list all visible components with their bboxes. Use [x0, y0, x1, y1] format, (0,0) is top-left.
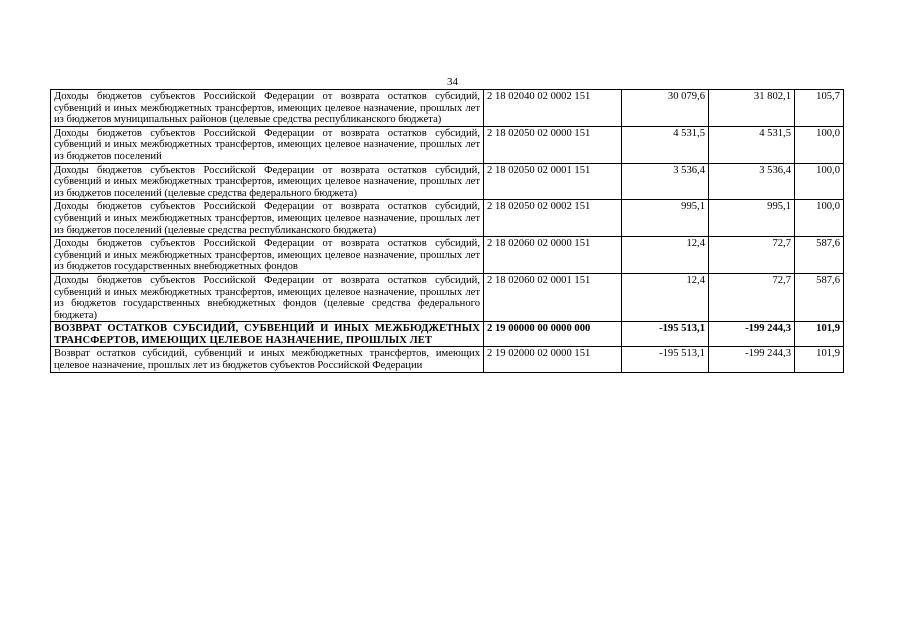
plan-value-cell: -195 513,1 — [622, 347, 709, 372]
actual-value-cell: 31 802,1 — [709, 90, 795, 127]
percent-cell: 587,6 — [795, 273, 844, 321]
actual-value-cell: -199 244,3 — [709, 322, 795, 347]
percent-cell: 587,6 — [795, 237, 844, 274]
percent-cell: 100,0 — [795, 200, 844, 237]
plan-value-cell: -195 513,1 — [622, 322, 709, 347]
table-row — [51, 200, 844, 237]
revenue-name-cell: Доходы бюджетов субъектов Российской Федерации от возврата остатков субсидий, субвенций и иных межбюджетных трансфертов, имеющих целевое назначение, прошлых лет из бюджетов поселений (целевые средства федерального бюджета) — [51, 163, 484, 200]
table-row — [51, 237, 844, 274]
plan-value-cell: 12,4 — [622, 237, 709, 274]
actual-value-cell: 72,7 — [709, 237, 795, 274]
table-row — [51, 322, 844, 347]
percent-cell: 101,9 — [795, 347, 844, 372]
actual-value-cell: 3 536,4 — [709, 163, 795, 200]
revenue-name-cell: Доходы бюджетов субъектов Российской Федерации от возврата остатков субсидий, субвенций и иных межбюджетных трансфертов, имеющих целевое назначение, прошлых лет из бюджетов поселений (целевые средства республиканского бюджета) — [51, 200, 484, 237]
plan-value-cell: 30 079,6 — [622, 90, 709, 127]
table-row — [51, 273, 844, 321]
actual-value-cell: -199 244,3 — [709, 347, 795, 372]
actual-value-cell: 995,1 — [709, 200, 795, 237]
revenue-name-cell: ВОЗВРАТ ОСТАТКОВ СУБСИДИЙ, СУБВЕНЦИЙ И ИНЫХ МЕЖБЮДЖЕТНЫХ ТРАНСФЕРТОВ, ИМЕЮЩИХ ЦЕЛЕВОЕ НАЗНАЧЕНИЕ, ПРОШЛЫХ ЛЕТ — [51, 322, 484, 347]
plan-value-cell: 12,4 — [622, 273, 709, 321]
percent-cell: 101,9 — [795, 322, 844, 347]
actual-value-cell: 4 531,5 — [709, 126, 795, 163]
table-row — [51, 90, 844, 127]
actual-value-cell: 72,7 — [709, 273, 795, 321]
budget-code-cell: 2 18 02050 02 0001 151 — [484, 163, 622, 200]
percent-cell: 100,0 — [795, 163, 844, 200]
budget-code-cell: 2 18 02040 02 0002 151 — [484, 90, 622, 127]
table-row — [51, 126, 844, 163]
budget-code-cell: 2 18 02050 02 0000 151 — [484, 126, 622, 163]
budget-code-cell: 2 19 00000 00 0000 000 — [484, 322, 622, 347]
table-row — [51, 163, 844, 200]
page-number: 34 — [447, 76, 458, 88]
budget-code-cell: 2 18 02060 02 0001 151 — [484, 273, 622, 321]
revenue-name-cell: Доходы бюджетов субъектов Российской Федерации от возврата остатков субсидий, субвенций и иных межбюджетных трансфертов, имеющих целевое назначение, прошлых лет из бюджетов государственных внебюджетных фондов — [51, 237, 484, 274]
revenue-name-cell: Возврат остатков субсидий, субвенций и иных межбюджетных трансфертов, имеющих целевое назначение, прошлых лет из бюджетов субъектов Российской Федерации — [51, 347, 484, 372]
budget-code-cell: 2 19 02000 02 0000 151 — [484, 347, 622, 372]
budget-code-cell: 2 18 02060 02 0000 151 — [484, 237, 622, 274]
table-body — [51, 90, 844, 373]
percent-cell: 100,0 — [795, 126, 844, 163]
plan-value-cell: 4 531,5 — [622, 126, 709, 163]
revenue-name-cell: Доходы бюджетов субъектов Российской Федерации от возврата остатков субсидий, субвенций и иных межбюджетных трансфертов, имеющих целевое назначение, прошлых лет из бюджетов муниципальных районов (целевые средства республиканского бюджета) — [51, 90, 484, 127]
table-row — [51, 347, 844, 372]
plan-value-cell: 995,1 — [622, 200, 709, 237]
revenue-name-cell: Доходы бюджетов субъектов Российской Федерации от возврата остатков субсидий, субвенций и иных межбюджетных трансфертов, имеющих целевое назначение, прошлых лет из бюджетов государственных внебюджетных фондов (целевые средства федерального бюджета) — [51, 273, 484, 321]
percent-cell: 105,7 — [795, 90, 844, 127]
plan-value-cell: 3 536,4 — [622, 163, 709, 200]
revenue-name-cell: Доходы бюджетов субъектов Российской Федерации от возврата остатков субсидий, субвенций и иных межбюджетных трансфертов, имеющих целевое назначение, прошлых лет из бюджетов поселений — [51, 126, 484, 163]
budget-code-cell: 2 18 02050 02 0002 151 — [484, 200, 622, 237]
budget-revenue-table — [50, 89, 844, 373]
